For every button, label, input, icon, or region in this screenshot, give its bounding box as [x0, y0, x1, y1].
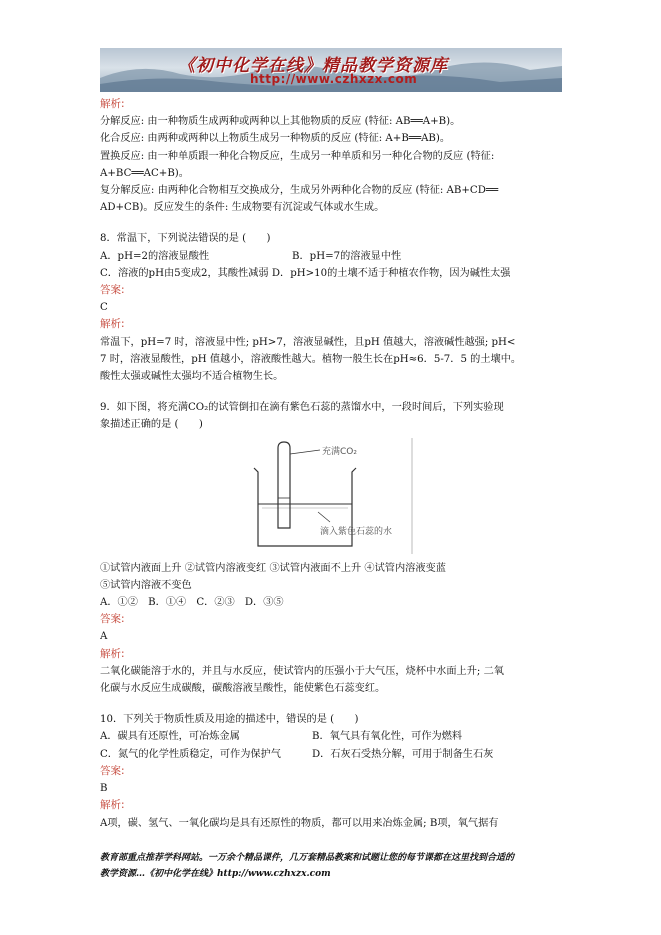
question-10-answer: B — [100, 783, 108, 795]
option-d: D．石灰石受热分解，可用于制备生石灰 — [312, 748, 494, 760]
answer-label: 答案: — [100, 764, 125, 777]
figure-label-water: 滴入紫色石蕊的水 — [320, 526, 393, 537]
footer-line: 教育部重点推荐学科网站。一万余个精品课件，几万套精品教案和试题让您的每节课都在这里找到合适的 — [100, 853, 515, 863]
question-9-option-line: ①试管内液面上升 ②试管内溶液变红 ③试管内液面不上升 ④试管内溶液变蓝 — [100, 562, 446, 574]
question-10-stem: 10．下列关于物质性质及用途的描述中，错误的是 ( ) — [100, 714, 359, 726]
banner-url[interactable]: http://www.czhxzx.com — [250, 72, 418, 86]
question-10-options-ab — [100, 728, 562, 745]
answer-label: 答案: — [100, 613, 125, 626]
intro-line: 置换反应: 由一种单质跟一种化合物反应，生成另一种单质和另一种化合物的反应 (特征: — [100, 150, 495, 162]
answer-label: 答案: — [100, 284, 125, 297]
intro-line: A+BC══AC+B)。 — [100, 167, 189, 179]
question-9-choices: A．①② B．①④ C．②③ D．③⑤ — [100, 597, 284, 609]
question-8-analysis: 酸性太强或碱性太强均不适合植物生长。 — [100, 371, 284, 383]
question-9-analysis: 二氧化碳能溶于水的，并且与水反应，使试管内的压强小于大气压，烧杯中水面上升; 二氧 — [100, 665, 504, 677]
document-body — [100, 96, 562, 832]
banner-title: 《初中化学在线》精品教学资源库 — [178, 56, 448, 76]
page-footer — [100, 850, 570, 882]
question-9-analysis: 化碳与水反应生成碳酸，碳酸溶液呈酸性，能使紫色石蕊变红。 — [100, 683, 386, 695]
intro-line: 复分解反应: 由两种化合物相互交换成分，生成另外两种化合物的反应 (特征: AB+CD══ — [100, 185, 499, 197]
beaker-test-tube-figure — [248, 438, 414, 554]
question-8-options-cd: C．溶液的pH由5变成2，其酸性减弱 D．pH>10的土壤不适于种植农作物，因为碱性太强 — [100, 267, 511, 279]
header-banner — [100, 48, 562, 92]
footer-line: 教学资源…《初中化学在线》http://www.czhxzx.com — [100, 869, 331, 879]
analysis-label: 解析: — [100, 318, 125, 331]
intro-line: 分解反应: 由一种物质生成两种或两种以上其他物质的反应 (特征: AB══A+B)。 — [100, 116, 461, 128]
question-8-stem: 8．常温下，下列说法错误的是 ( ) — [100, 233, 271, 245]
experiment-figure — [100, 434, 562, 560]
question-10-analysis: A项，碳、氢气、一氧化碳均是具有还原性的物质，都可以用来冶炼金属; B项，氧气据有 — [100, 817, 499, 829]
question-8-analysis: 7 时，溶液显酸性，pH 值越小，溶液酸性越大。植物一般生长在pH≈6．5-7．5 的土壤中。 — [100, 353, 522, 365]
option-b: B．pH=7的溶液显中性 — [292, 250, 402, 262]
analysis-label: 解析: — [100, 98, 125, 110]
question-9-stem: 9．如下图，将充满CO₂的试管倒扣在滴有紫色石蕊的蒸馏水中，一段时间后，下列实验现 — [100, 402, 504, 414]
question-9-stem: 象描述正确的是 ( ) — [100, 419, 203, 431]
question-10-options-cd — [100, 746, 562, 763]
analysis-label: 解析: — [100, 647, 125, 660]
intro-line: 化合反应: 由两种或两种以上物质生成另一种物质的反应 (特征: A+B══AB)。 — [100, 133, 451, 145]
option-a: A．碳具有还原性，可冶炼金属 — [100, 731, 240, 743]
question-9-option-line: ⑤试管内溶液不变色 — [100, 579, 192, 591]
question-9-answer: A — [100, 631, 108, 643]
question-8-analysis: 常温下，pH=7 时，溶液显中性; pH>7，溶液显碱性，且pH 值越大，溶液碱性越强; pH< — [100, 336, 516, 348]
question-8-options-ab — [100, 248, 562, 265]
analysis-label: 解析: — [100, 799, 125, 812]
intro-line: AD+CB)。反应发生的条件: 生成物要有沉淀或气体或水生成。 — [100, 202, 385, 214]
question-8-answer: C — [100, 302, 108, 314]
test-tube-icon — [278, 442, 290, 528]
option-a: A．pH=2的溶液显酸性 — [100, 250, 210, 262]
figure-label-gas: 充满CO₂ — [322, 446, 357, 457]
option-c: C．氮气的化学性质稳定，可作为保护气 — [100, 748, 281, 760]
option-b: B．氧气具有氧化性，可作为燃料 — [312, 731, 463, 743]
